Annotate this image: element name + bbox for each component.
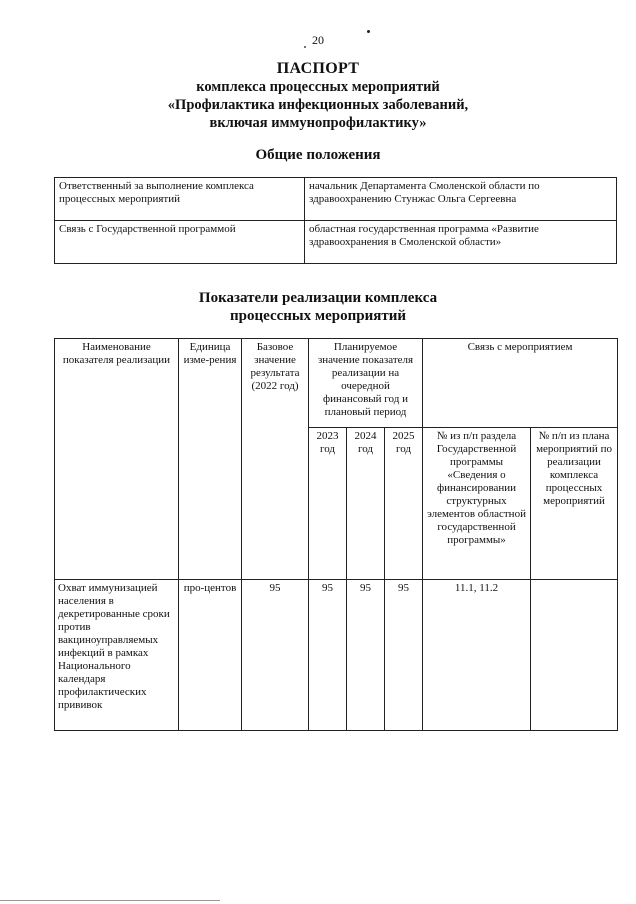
title-line-4: включая иммунопрофилактику» [209,115,427,131]
title-line-passport: ПАСПОРТ [276,60,360,77]
indicators-table [54,338,618,731]
responsible-value: начальник Департамента Смоленской области по здравоохранению Стунжас Ольга Сергеевна [305,178,617,221]
table-row [55,178,617,221]
col-header-name: Наименование показателя реализации [55,339,179,580]
col-header-planned: Планируемое значение показателя реализации на очередной финансовый год и плановый период [309,339,423,428]
general-heading: Общие положения [255,147,381,163]
col-header-link-complex: № п/п из плана мероприятий по реализации комплекса процессных мероприятий [531,428,618,580]
program-link-value: областная государственная программа «Развитие здравоохранения в Смоленской области» [305,221,617,264]
header-row [55,339,618,428]
col-header-link-program: № из п/п раздела Государственной программы «Сведения о финансировании структурных элементов областной государственной программы» [423,428,531,580]
page-number: 20 [312,33,324,47]
indicator-link-program: 11.1, 11.2 [423,580,531,731]
indicators-heading [0,289,636,325]
indicators-heading-line2: процессных мероприятий [229,308,406,324]
col-header-base: Базовое значение результата (2022 год) [242,339,309,580]
table-row [55,221,617,264]
indicator-2024: 95 [347,580,385,731]
title-line-3: «Профилактика инфекционных заболеваний, [167,97,469,113]
col-header-link: Связь с мероприятием [423,339,618,428]
indicator-2025: 95 [385,580,423,731]
responsible-label: Ответственный за выполнение комплекса процессных мероприятий [55,178,305,221]
program-link-label: Связь с Государственной программой [55,221,305,264]
indicator-2023: 95 [309,580,347,731]
col-header-2023: 2023 год [309,428,347,580]
speck-mark [367,30,370,33]
document-title [0,60,636,132]
table-row [55,580,618,731]
speck-mark [304,46,306,48]
col-header-2025: 2025 год [385,428,423,580]
indicator-unit: про-центов [179,580,242,731]
col-header-2024: 2024 год [347,428,385,580]
indicators-heading-line1: Показатели реализации комплекса [198,290,438,306]
bottom-divider [0,900,220,901]
indicator-name: Охват иммунизацией населения в декретированные сроки против вакциноуправляемых инфекций в рамках Национального календаря профилактических прививок [55,580,179,731]
indicator-base: 95 [242,580,309,731]
col-header-unit: Единица изме-рения [179,339,242,580]
indicator-link-complex [531,580,618,731]
general-table [54,177,617,264]
title-line-2: комплекса процессных мероприятий [196,79,440,95]
